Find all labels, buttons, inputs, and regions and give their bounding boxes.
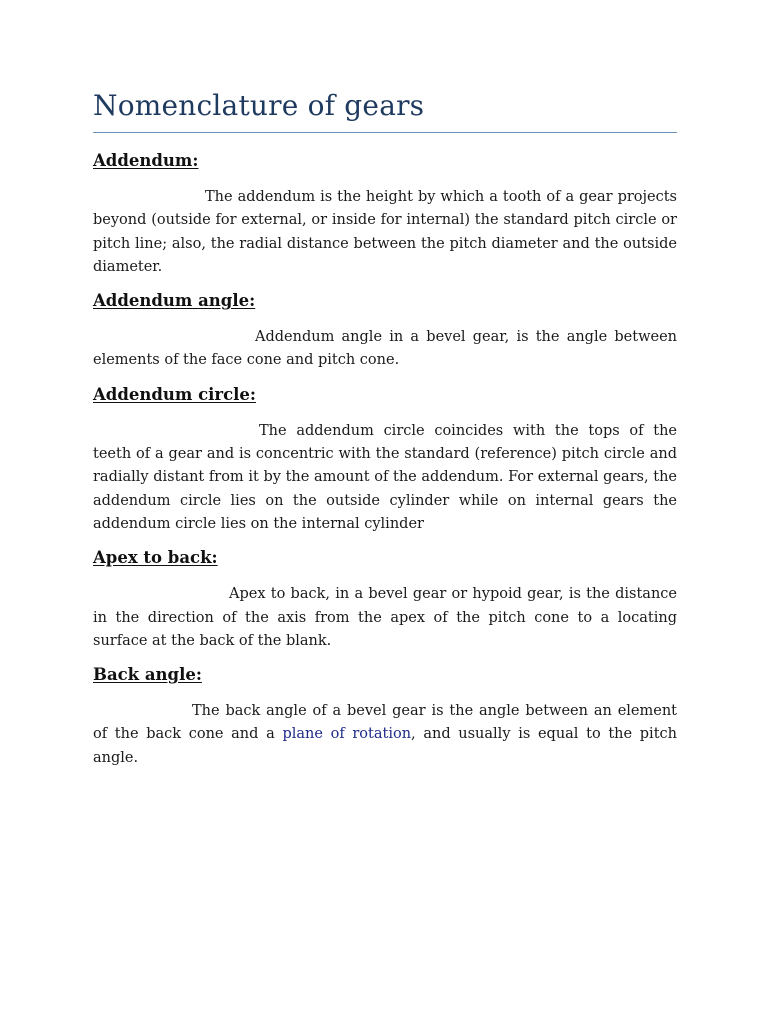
paragraph-text-start: The back angle of a bevel gear is the angle between an element of the back cone and a [93,703,677,743]
section-heading: Addendum circle: [93,384,257,404]
section-heading: Addendum angle: [93,291,256,311]
paragraph-text-end: , and usually is equal to the pitch angle. [93,726,677,766]
section-paragraph: Addendum angle in a bevel gear, is the angle between elements of the face cone and pitch cone. [93,329,677,369]
page-title: Nomenclature of gears [93,89,425,122]
title-divider [93,132,677,133]
section-apex-to-back [93,548,677,653]
section-addendum-circle [93,385,677,536]
section-paragraph [93,700,677,770]
section-paragraph: The addendum circle coincides with the tops of the teeth of a gear and is concentric with the standard (reference) pitch circle and radially distant from it by the amount of the addendum. For external gears, the addendum circle lies on the outside cylinder while on internal gears the addendum circle lies on the internal cylinder [93,422,677,532]
section-heading: Addendum: [93,151,199,170]
section-paragraph: The addendum is the height by which a tooth of a gear projects beyond (outside for external, or inside for internal) the standard pitch circle or pitch line; also, the radial distance between the pitch diameter and the outside diameter. [93,189,677,275]
section-back-angle [93,665,677,770]
section-addendum [93,151,677,279]
section-addendum-angle [93,291,677,373]
section-paragraph: Apex to back, in a bevel gear or hypoid gear, is the distance in the direction of the axis from the apex of the pitch cone to a locating surface at the back of the blank. [93,586,677,649]
document-page [93,86,677,782]
section-heading: Apex to back: [93,548,218,568]
section-heading: Back angle: [93,665,202,685]
plane-of-rotation-link[interactable]: plane of rotation [282,726,412,743]
